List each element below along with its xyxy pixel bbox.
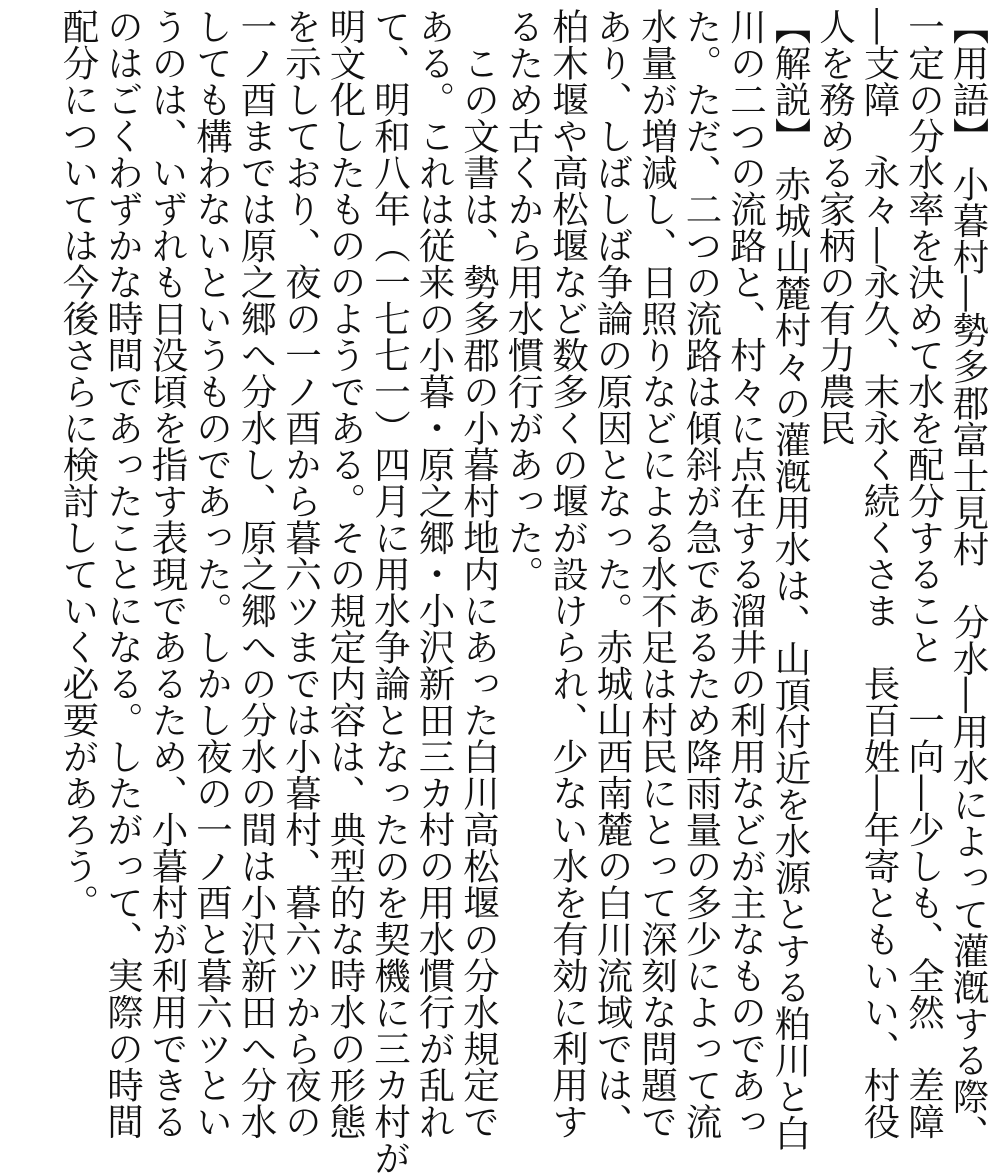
text-column: るため古くから用水慣行があった。 [502,8,545,592]
text-column: うのは、いずれも日没頃を指す表現であるため、小暮村が利用できる [146,8,189,1140]
text-column: 一定の分水率を決めて水を配分すること 一向―少しも、全然 差障 [902,8,946,1140]
text-column: 人を務める家柄の有力農民 [813,8,857,446]
text-column: ―支障 永々―永久、末永く続くさま 長百姓―年寄ともいい、村役 [858,8,901,1140]
text-column: 一ノ酉までは原之郷へ分水し、原之郷への分水の間は小沢新田へ分水 [235,8,278,1140]
text-column: 明文化したもののようである。その規定内容は、典型的な時水の形態 [324,8,367,1140]
text-column: あり、しばしば争論の原因となった。赤城山西南麓の白川流域では、 [591,8,634,1140]
text-column: て、明和八年（一七七一）四月に用水争論となったのを契機に三カ村が [368,8,412,1176]
text-column: 配分については今後さらに検討していく必要があろう。 [57,8,100,921]
text-column: た。ただ、二つの流路は傾斜が急であるため降雨量の多少によって流 [680,8,723,1140]
text-column: 【解説】 赤城山麓村々の灌漑用水は、山頂付近を水源とする粕川と白 [769,8,812,1152]
text-column: 【用語】 小暮村―勢多郡富士見村 分水―用水によって灌漑する際、 [947,8,990,1152]
vertical-text-body [56,8,991,1176]
text-column: ある。これは従来の小暮・原之郷・小沢新田三カ村の用水慣行が乱れ [413,8,456,1140]
text-column: 水量が増減し、日照りなどによる水不足は村民にとって深刻な問題で [635,8,679,1140]
text-column: 柏木堰や高松堰など数多くの堰が設けられ、少ない水を有効に利用す [546,8,590,1140]
text-column: この文書は、勢多郡の小暮村地内にあった白川高松堰の分水規定で [457,8,501,1140]
text-column: 川の二つの流路と、村々に点在する溜井の利用などが主なものであっ [724,8,768,1140]
text-column: のはごくわずかな時間であったことになる。したがって、実際の時間 [101,8,145,1140]
text-column: しても構わないというものであった。しかし夜の一ノ酉と暮六ツとい [190,8,234,1140]
text-column: を示しており、夜の一ノ酉から暮六ツまでは小暮村、暮六ツから夜の [279,8,323,1140]
